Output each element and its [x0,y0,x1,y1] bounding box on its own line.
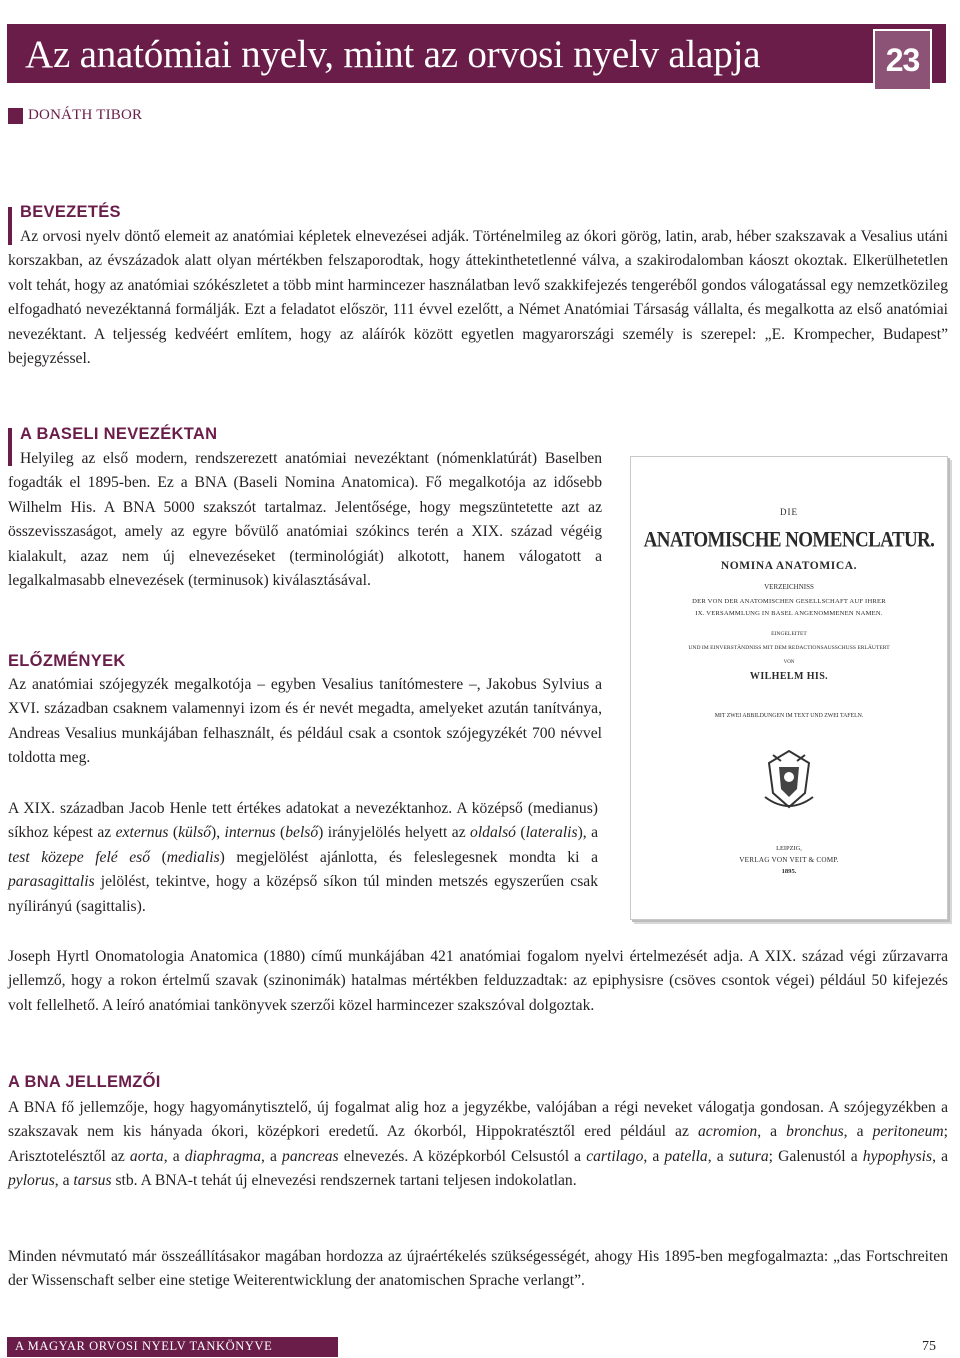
figure-line-nomina: NOMINA ANATOMICA. [720,560,858,572]
paragraph-history-1: Az anatómiai szójegyzék megalkotója – egyben Vesalius tanítómestere –, Jakobus Sylvius a XVI. században csaknem valamennyi izom és ér nevét megadta, amelyeket azután tanítványa, Andreas Vesalius munkájában felhasznált, és például csak a csontok szójegyzékét 700 névvel toldotta meg. [8,676,602,767]
figure-line-author: WILHELM HIS. [749,671,829,682]
chapter-number-badge: 23 [873,29,932,91]
heading-history: ELŐZMÉNYEK [8,652,126,670]
figure-line-versammlung: IX. VERSAMMLUNG IN BASEL ANGENOMMENEN NAMEN. [695,610,883,617]
author-name: DONÁTH TIBOR [28,107,143,123]
footer-bar [7,1337,338,1357]
figure-line-die: DIE [780,507,798,517]
paragraph-bna: Helyileg az első modern, rendszerezett anatómiai nevezéktant (nómenklatúrát) Baselben fogadták el 1895-ben. Ez a BNA (Baseli Nomina Anatomica). Fő megalkotója az idősebb Wilhelm His. A BNA 5000 szakszót tartalmaz. Jelentősége, hogy megszüntetette azt az összevisszaságot, amely az egyre bővülő anatómiai szókincs terén a XIX. század végéig kialakult, azaz nem új elnevezéseket (terminológiát) alkotott, hanem válogatott a legalkalmasabb elnevezések (terminusok) kiválasztásával. [8,450,602,590]
figure-line-erlaeutert: UND IM EINVERSTÄNDNISS MIT DEM REDACTIONSAUSSCHUSS ERLÄUTERT [688,645,890,651]
paragraph-features-1: A BNA fő jellemzője, hogy hagyománytisztelő, új fogalmat alig hoz a jegyzékbe, valójában a régi neveket válogatja gondosan. A szójegyzékben a szakszavak nem kis hányada ókori, középkori eredetű. Az ókorból, Hippokratésztől ered például az acromion, a bronchus, a peritoneum; Arisztotelésztől az aorta, a diaphragma, a pancreas elnevezés. A középkorból Celsustól a cartilago, a patella, a sutura; Galenustól a hypophysis, a pylorus, a tarsus stb. A BNA-t tehát új elnevezési rendszernek tartani teljesen indokolatlan. [8,1099,948,1190]
figure-line-title: ANATOMISCHE NOMENCLATUR. [643,528,935,553]
paragraph-intro: Az orvosi nyelv döntő elemeit az anatómiai képletek elnevezései adják. Történelmileg az ókori görög, latin, arab, héber szakszavak a Vesalius utáni korszakban, az évszázadok alatt olyan mértékben felszaporodtak, hogy áttekinthetetlenné válva, a szakirodalomban káoszt okoztak. Elkerülhetetlen volt tehát, hogy az anatómiai szókészletet a több mint harmincezer használatban levő szakkifejezés tengeréből gondos válogatással egy nemzetközileg elfogadható nevezéktanná formálják. Ezt a feladatot először, 111 évvel ezelőtt, a Német Anatómiai Társaság vállalta, és megalkotta az első anatómiai nevezéktant. A teljesség kedvéért említem, hogy az aláírók között egyetlen magyarországi személy is szerepel: „E. Krompecher, Budapest” bejegyzéssel. [8,228,948,368]
figure-line-verlag: VERLAG VON VEIT & COMP. [739,856,839,864]
figure-line-year: 1895. [781,868,797,875]
paragraph-history-3: Joseph Hyrtl Onomatologia Anatomica (1880) című munkájában 421 anatómiai fogalom nyelvi értelmezését adja. A XIX. század végi zűrzavarra jellemző, hogy a rokon értelmű szavak (szinonimák) hatalmas mértékben felduzzadtak: az epiphysisre (csöves csontok végei) például 50 kifejezés volt fellelhető. A leíró anatómiai tankönyvek szerzői közel harmincezer szakszóval dolgoztak. [8,948,948,1014]
title-bar [7,24,946,83]
page-number: 75 [922,1339,936,1354]
heading-bna: A BASELI NEVEZÉKTAN [20,425,218,443]
publisher-emblem-icon [759,747,819,817]
figure-line-eingeleitet: EINGELEITET [771,631,807,637]
paragraph-history-2: A XIX. században Jacob Henle tett értékes adatokat a nevezéktanhoz. A középső (medianus) síkhoz képest az externus (külső), internus (belső) irányjelölés helyett az oldalsó (lateralis), a test közepe felé eső (medialis) megjelölést ajánlotta, és feleslegesnek mondta ki a parasagittalis jelölést, tekintve, hogy a középső síkon túl minden metszés egyszerűen csak nyílirányú (sagittalis). [8,800,598,915]
author-marker [8,108,23,124]
title-page-figure [630,456,948,920]
figure-line-von: VON [783,660,795,665]
page-title: Az anatómiai nyelv, mint az orvosi nyelv alapja [25,33,761,76]
figure-line-abbildungen: MIT ZWEI ABBILDUNGEN IM TEXT UND ZWEI TAFELN. [714,713,864,719]
paragraph-features-2: Minden névmutató már összeállításakor magában hordozza az újraértékelés szükségességét, ahogy His 1895-ben megfogalmazta: „das Fortschreiten der Wissenschaft selber eine stetige Weiterentwicklung der anatomischen Sprache verlangt”. [8,1248,948,1290]
heading-features: A BNA JELLEMZŐI [8,1073,161,1091]
footer-book-title: A MAGYAR ORVOSI NYELV TANKÖNYVE [15,1339,273,1353]
figure-line-gesellschaft: DER VON DER ANATOMISCHEN GESELLSCHAFT AUF IHRER [692,598,886,605]
heading-intro: BEVEZETÉS [20,203,121,221]
figure-line-leipzig: LEIPZIG, [776,845,802,852]
figure-line-verzeichniss: VERZEICHNISS [764,583,814,591]
